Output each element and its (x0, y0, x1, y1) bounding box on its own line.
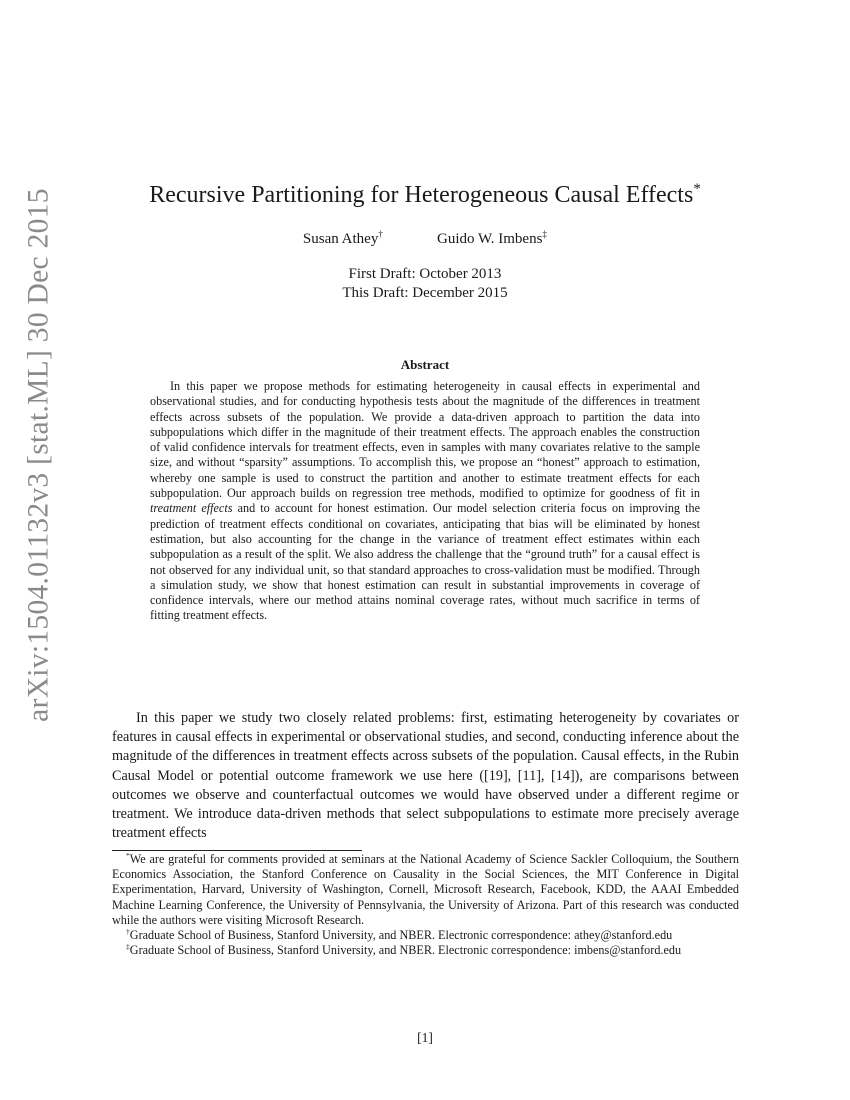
footnote-mark: † (126, 926, 130, 936)
footnote (112, 852, 739, 928)
author-footnote-mark: ‡ (542, 230, 548, 240)
first-draft-date: First Draft: October 2013 (348, 266, 502, 282)
footnote (112, 928, 739, 943)
footnote-text: Graduate School of Business, Stanford University, and NBER. Electronic correspondence: athey@stanford.edu (129, 928, 673, 943)
author (303, 231, 383, 248)
footnote (112, 943, 739, 958)
footnote-mark: * (126, 850, 130, 860)
author (437, 231, 547, 248)
footnote-mark: ‡ (126, 942, 130, 952)
abstract-heading: Abstract (400, 357, 450, 372)
intro-paragraph: In this paper we study two closely related problems: first, estimating heterogeneity by covariates or features in causal effects in experimental or observational studies, and second, conducting inference about the magnitude of the differences in treatment effects across subsets of the population. Causal effects, in the Rubin Causal Model or potential outcome framework we use here ([19], [11], [14]), are comparisons between outcomes we observe and counterfactual outcomes we would have observed under a different regime or treatment. We introduce data-driven methods that select subpopulations to estimate more precisely average treatment effects (112, 710, 739, 842)
abstract-text-part: In this paper we propose methods for estimating heterogeneity in causal effects in experimental and observational studies, and for conducting hypothesis tests about the magnitude of the differences in treatment effects across subsets of the population. We provide a data-driven approach to partition the data into subpopulations which differ in the magnitude of their treatment effects. The approach enables the construction of valid confidence intervals for treatment effects, even in samples with many covariates relative to the sample size, and without “sparsity” assumptions. To accomplish this, we propose an “honest” approach to estimation, whereby one sample is used to construct the partition and another to estimate treatment effects for each subpopulation. Our approach builds on regression tree methods, modified to optimize for goodness of fit in (150, 379, 700, 501)
footnote-text: We are grateful for comments provided at seminars at the National Academy of Science Sackler Colloquium, the Southern Economics Association, the Stanford Conference on Causality in the Social Sciences, the MIT Conference in Digital Experimentation, Harvard, University of Washington, Cornell, Microsoft Research, Facebook, KDD, the AAAI Embedded Machine Learning Conference, the University of Pennsylvania, the University of Arizona. Part of this research was conducted while the authors were visiting Microsoft Research. (112, 852, 739, 927)
abstract-text (150, 379, 700, 624)
author-name: Guido W. Imbens (437, 231, 543, 247)
footnote-text: Graduate School of Business, Stanford University, and NBER. Electronic correspondence: imbens@stanford.edu (129, 943, 682, 958)
page-number: [1] (417, 1030, 433, 1045)
author-name: Susan Athey (302, 231, 379, 247)
author-footnote-mark: † (378, 230, 383, 240)
paper-title (0, 180, 850, 210)
arxiv-sidebar-stamp (18, 188, 60, 722)
title-footnote-mark: * (693, 181, 701, 197)
abstract-emphasis: treatment effects (150, 501, 233, 516)
footnote-divider (112, 850, 362, 851)
this-draft-date: This Draft: December 2015 (342, 285, 508, 301)
title-text: Recursive Partitioning for Heterogeneous Causal Effects (149, 182, 694, 208)
draft-dates (0, 265, 850, 303)
author-list (0, 231, 850, 248)
arxiv-identifier: arXiv:1504.01132v3 [stat.ML] 30 Dec 2015 (22, 188, 55, 722)
abstract-text-part: and to account for honest estimation. Our model selection criteria focus on improving the prediction of treatment effects conditional on covariates, anticipating that bias will be eliminated by honest estimation, but also accounting for the change in the variance of treatment effect estimates within each subpopulation as a result of the split. We also address the challenge that the “ground truth” for a causal effect is not observed for any individual unit, so that standard approaches to cross-validation must be modified. Through a simulation study, we show that honest estimation can result in substantial improvements in coverage of confidence intervals, where our method attains nominal coverage rates, without much sacrifice in terms of fitting treatment effects. (150, 501, 701, 623)
footnotes (112, 852, 739, 958)
